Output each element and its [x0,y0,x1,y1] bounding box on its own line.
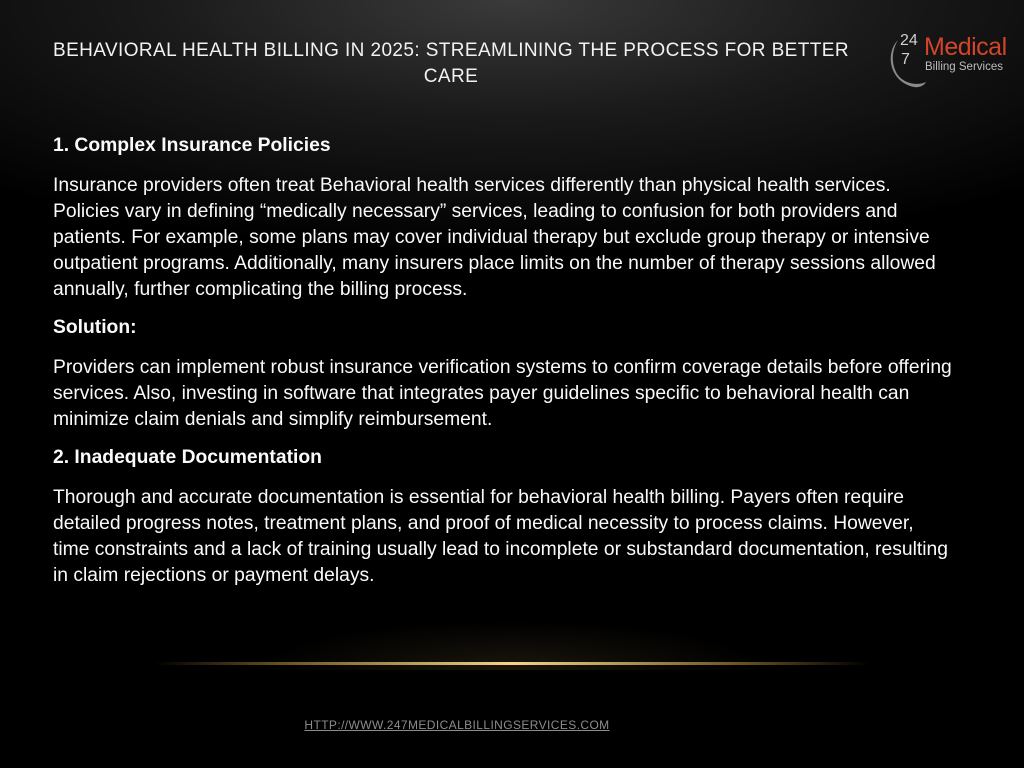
divider-glow [150,600,874,670]
section-heading-insurance-policies: 1. Complex Insurance Policies [53,135,331,156]
footer-website-link[interactable]: HTTP://WWW.247MEDICALBILLINGSERVICES.COM [304,718,610,732]
section-body-insurance-policies: Insurance providers often treat Behavioral health services differently than physical health services. Policies vary in defining “medically necessary” services, leading to confusion for both providers and patients. For example, some plans may cover individual therapy but exclude group therapy or intensive outpatient programs. Additionally, many insurers place limits on the number of therapy sessions allowed annually, further complicating the billing process. [53,175,936,300]
logo-number-7: 7 [901,51,910,68]
company-logo [888,32,1008,90]
slide-content [53,133,953,601]
section-body-solution: Providers can implement robust insurance verification systems to confirm coverage details before offering services. Also, investing in software that integrates payer guidelines specific to behavioral health can minimize claim denials and simplify reimbursement. [53,357,952,430]
logo-number-24: 24 [900,32,918,49]
logo-brand: Medical [924,33,1007,61]
section-heading-solution: Solution: [53,317,137,338]
section-heading-documentation: 2. Inadequate Documentation [53,447,322,468]
gold-divider [155,662,869,665]
section-body-documentation: Thorough and accurate documentation is essential for behavioral health billing. Payers often require detailed progress notes, treatment plans, and proof of medical necessity to process claims. However, time constraints and a lack of training usually lead to incomplete or substandard documentation, resulting in claim rejections or payment delays. [53,487,948,586]
slide-title: BEHAVIORAL HEALTH BILLING IN 2025: STREAMLINING THE PROCESS FOR BETTER CARE [53,40,849,87]
logo-tagline: Billing Services [925,61,1003,73]
